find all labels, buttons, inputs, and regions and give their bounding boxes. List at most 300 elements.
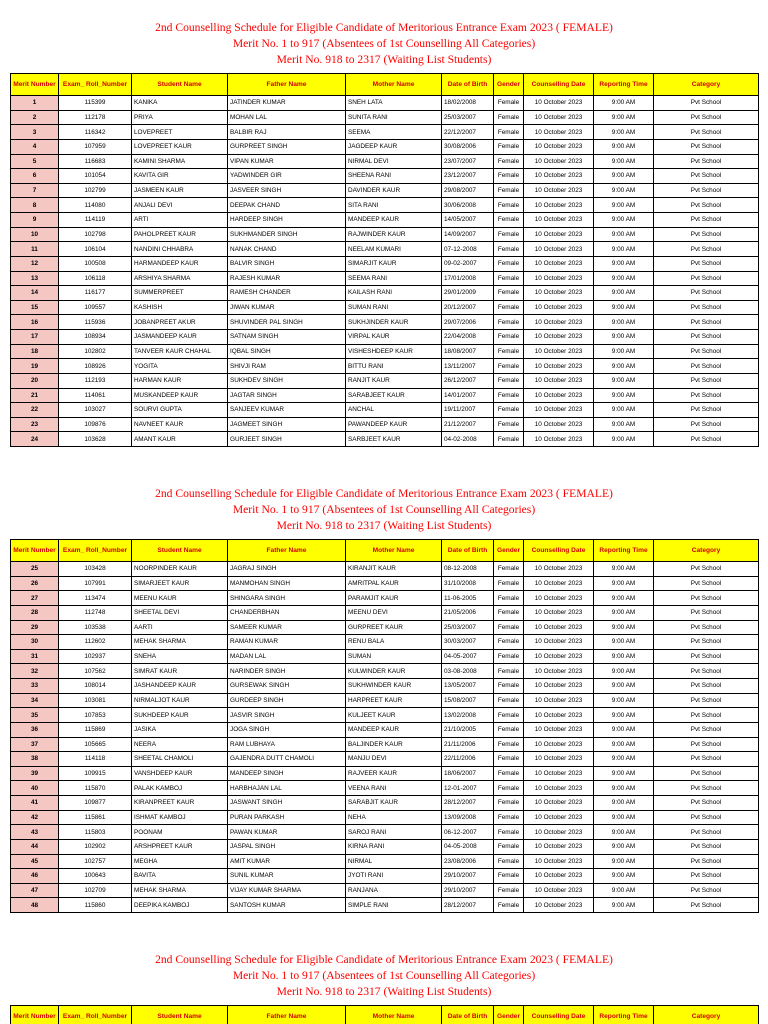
table-cell: 10 October 2023 (524, 213, 594, 228)
table-cell: Pvt School (654, 300, 759, 315)
table-cell: 45 (11, 854, 59, 869)
table-cell: 100643 (59, 869, 132, 884)
table-cell: 6 (11, 169, 59, 184)
table-cell: 116683 (59, 154, 132, 169)
table-cell: Pvt School (654, 869, 759, 884)
table-cell: 29 (11, 620, 59, 635)
table-cell: Pvt School (654, 417, 759, 432)
table-row (11, 854, 759, 869)
table-row (11, 796, 759, 811)
table-cell: SHINGARA SINGH (228, 591, 346, 606)
table-cell: 13/09/2008 (442, 810, 494, 825)
schedule-section (10, 486, 758, 913)
table-cell: AARTI (132, 620, 228, 635)
table-cell: Pvt School (654, 344, 759, 359)
table-row (11, 825, 759, 840)
table-cell: 10 October 2023 (524, 183, 594, 198)
table-cell: 4 (11, 139, 59, 154)
table-cell: GURJEET SINGH (228, 432, 346, 447)
table-cell: LOVEPREET (132, 125, 228, 140)
table-cell: ARSHPREET KAUR (132, 839, 228, 854)
table-cell: 26/12/2007 (442, 373, 494, 388)
column-header: Father Name (228, 74, 346, 96)
table-cell: 38 (11, 752, 59, 767)
table-cell: Pvt School (654, 664, 759, 679)
table-cell: 9:00 AM (594, 359, 654, 374)
table-cell: 12-01-2007 (442, 781, 494, 796)
table-cell: 10 October 2023 (524, 693, 594, 708)
table-cell: 9:00 AM (594, 373, 654, 388)
table-cell: AMIT KUMAR (228, 854, 346, 869)
table-cell: 48 (11, 898, 59, 913)
table-cell: 9:00 AM (594, 96, 654, 111)
table-cell: NIRMAL DEVI (346, 154, 442, 169)
table-cell: Female (494, 722, 524, 737)
table-cell: 112748 (59, 605, 132, 620)
table-row (11, 227, 759, 242)
table-cell: 22/11/2006 (442, 752, 494, 767)
table-cell: 10 October 2023 (524, 154, 594, 169)
table-cell: MEHAK SHARMA (132, 883, 228, 898)
table-cell: LOVEPREET KAUR (132, 139, 228, 154)
table-cell: GURPREET KAUR (346, 620, 442, 635)
table-row (11, 432, 759, 447)
table-row (11, 388, 759, 403)
table-cell: 41 (11, 796, 59, 811)
table-cell: Female (494, 183, 524, 198)
table-cell: 27 (11, 591, 59, 606)
table-cell: Female (494, 330, 524, 345)
table-row (11, 591, 759, 606)
table-cell: Pvt School (654, 635, 759, 650)
table-cell: 32 (11, 664, 59, 679)
table-cell: 10 October 2023 (524, 96, 594, 111)
table-cell: 9:00 AM (594, 752, 654, 767)
table-cell: GURSEWAK SINGH (228, 679, 346, 694)
table-cell: 103628 (59, 432, 132, 447)
table-cell: 10 October 2023 (524, 796, 594, 811)
column-header: Student Name (132, 1006, 228, 1024)
column-header: Merit Number (11, 1006, 59, 1024)
table-cell: SUMAN (346, 649, 442, 664)
schedule-section (10, 952, 758, 1024)
table-cell: 9:00 AM (594, 810, 654, 825)
table-cell: Female (494, 825, 524, 840)
table-row (11, 752, 759, 767)
table-cell: 10 October 2023 (524, 883, 594, 898)
table-cell: Female (494, 344, 524, 359)
table-cell: KAILASH RANI (346, 286, 442, 301)
table-cell: SAMEER KUMAR (228, 620, 346, 635)
table-cell: SARABJEET KAUR (346, 388, 442, 403)
table-cell: ARSHIYA SHARMA (132, 271, 228, 286)
table-cell: Pvt School (654, 403, 759, 418)
table-row (11, 96, 759, 111)
table-cell: PAWAN KUMAR (228, 825, 346, 840)
table-cell: 39 (11, 766, 59, 781)
table-cell: 102709 (59, 883, 132, 898)
table-cell: 10 October 2023 (524, 271, 594, 286)
table-cell: 12 (11, 256, 59, 271)
table-cell: 9:00 AM (594, 883, 654, 898)
table-cell: SAROJ RANI (346, 825, 442, 840)
table-cell: 11-06-2005 (442, 591, 494, 606)
table-row (11, 330, 759, 345)
table-cell: 9:00 AM (594, 664, 654, 679)
table-cell: 10 (11, 227, 59, 242)
table-cell: 20/12/2007 (442, 300, 494, 315)
table-row (11, 766, 759, 781)
table-row (11, 679, 759, 694)
table-cell: 29/10/2007 (442, 883, 494, 898)
table-cell: Female (494, 664, 524, 679)
table-cell: 108934 (59, 330, 132, 345)
table-cell: 109877 (59, 796, 132, 811)
table-cell: 10 October 2023 (524, 679, 594, 694)
column-header: Student Name (132, 74, 228, 96)
column-header: Father Name (228, 1006, 346, 1024)
table-cell: 9:00 AM (594, 839, 654, 854)
table-cell: 18/02/2008 (442, 96, 494, 111)
table-cell: 100508 (59, 256, 132, 271)
column-header: Gender (494, 540, 524, 562)
table-cell: Pvt School (654, 154, 759, 169)
table-cell: NAVNEET KAUR (132, 417, 228, 432)
table-cell: SUKHDEEP KAUR (132, 708, 228, 723)
table-cell: 9:00 AM (594, 125, 654, 140)
table-cell: HARBHAJAN LAL (228, 781, 346, 796)
table-cell: GAJENDRA DUTT CHAMOLI (228, 752, 346, 767)
column-header: Mother Name (346, 540, 442, 562)
table-cell: SNEH LATA (346, 96, 442, 111)
table-cell: 11 (11, 242, 59, 257)
table-cell: 10 October 2023 (524, 810, 594, 825)
table-cell: 114061 (59, 388, 132, 403)
table-cell: 9:00 AM (594, 183, 654, 198)
table-cell: KIRNA RANI (346, 839, 442, 854)
table-cell: 04-05-2007 (442, 649, 494, 664)
table-cell: 30/03/2007 (442, 635, 494, 650)
table-cell: MANDEEP KAUR (346, 213, 442, 228)
table-row (11, 649, 759, 664)
table-cell: PALAK KAMBOJ (132, 781, 228, 796)
table-cell: 10 October 2023 (524, 330, 594, 345)
table-cell: KULWINDER KAUR (346, 664, 442, 679)
table-cell: 31/10/2008 (442, 576, 494, 591)
table-cell: Female (494, 649, 524, 664)
table-cell: KAVITA GIR (132, 169, 228, 184)
table-cell: 18 (11, 344, 59, 359)
column-header: Gender (494, 1006, 524, 1024)
table-row (11, 883, 759, 898)
table-cell: 103428 (59, 562, 132, 577)
table-cell: Pvt School (654, 183, 759, 198)
table-cell: JOBANPREET AKUR (132, 315, 228, 330)
table-cell: Female (494, 898, 524, 913)
table-cell: BALVIR SINGH (228, 256, 346, 271)
table-cell: 23 (11, 417, 59, 432)
table-cell: 10 October 2023 (524, 125, 594, 140)
table-cell: 29/01/2009 (442, 286, 494, 301)
table-cell: 43 (11, 825, 59, 840)
table-cell: VANSHDEEP KAUR (132, 766, 228, 781)
table-cell: 9:00 AM (594, 139, 654, 154)
table-cell: PRIYA (132, 110, 228, 125)
column-header: Gender (494, 74, 524, 96)
table-cell: 10 October 2023 (524, 839, 594, 854)
table-header-row (11, 74, 759, 96)
table-row (11, 359, 759, 374)
table-cell: PAWANDEEP KAUR (346, 417, 442, 432)
table-cell: 35 (11, 708, 59, 723)
column-header: Counselling Date (524, 540, 594, 562)
table-cell: ANJALI DEVI (132, 198, 228, 213)
table-cell: 9:00 AM (594, 330, 654, 345)
table-cell: 10 October 2023 (524, 591, 594, 606)
table-cell: VIPAN KUMAR (228, 154, 346, 169)
table-cell: 116177 (59, 286, 132, 301)
table-cell: SHIVJI RAM (228, 359, 346, 374)
table-row (11, 417, 759, 432)
table-cell: VEENA RANI (346, 781, 442, 796)
table-cell: 13/02/2008 (442, 708, 494, 723)
table-cell: 31 (11, 649, 59, 664)
table-cell: 107991 (59, 576, 132, 591)
table-cell: RAJVEER KAUR (346, 766, 442, 781)
table-cell: 20 (11, 373, 59, 388)
heading-line: Merit No. 1 to 917 (Absentees of 1st Counselling All Categories) (232, 969, 536, 982)
table-cell: MEENU DEVI (346, 605, 442, 620)
table-cell: ISHMAT KAMBOJ (132, 810, 228, 825)
table-cell: Pvt School (654, 359, 759, 374)
table-cell: 19 (11, 359, 59, 374)
table-cell: 10 October 2023 (524, 198, 594, 213)
table-cell: 30/06/2008 (442, 198, 494, 213)
column-header: Counselling Date (524, 1006, 594, 1024)
table-cell: 21/12/2007 (442, 417, 494, 432)
table-cell: SHUVINDER PAL SINGH (228, 315, 346, 330)
table-cell: 9:00 AM (594, 825, 654, 840)
table-cell: ARTI (132, 213, 228, 228)
table-cell: KIRANPREET KAUR (132, 796, 228, 811)
table-cell: SHEENA RANI (346, 169, 442, 184)
table-cell: 115936 (59, 315, 132, 330)
table-cell: ANCHAL (346, 403, 442, 418)
column-header: Category (654, 540, 759, 562)
table-cell: Female (494, 591, 524, 606)
table-cell: 114118 (59, 752, 132, 767)
table-cell: 16 (11, 315, 59, 330)
column-header: Student Name (132, 540, 228, 562)
table-cell: 9:00 AM (594, 854, 654, 869)
table-cell: Pvt School (654, 839, 759, 854)
table-cell: 115869 (59, 722, 132, 737)
table-cell: 23/07/2007 (442, 154, 494, 169)
table-cell: VIJAY KUMAR SHARMA (228, 883, 346, 898)
column-header: Reporting Time (594, 1006, 654, 1024)
table-cell: NARINDER SINGH (228, 664, 346, 679)
column-header: Date of Birth (442, 1006, 494, 1024)
table-row (11, 183, 759, 198)
table-cell: 10 October 2023 (524, 562, 594, 577)
table-cell: 29/07/2006 (442, 315, 494, 330)
table-cell: BITTU RANI (346, 359, 442, 374)
table-cell: MEGHA (132, 854, 228, 869)
table-header-row (11, 540, 759, 562)
table-cell: Female (494, 839, 524, 854)
column-header: Mother Name (346, 1006, 442, 1024)
table-cell: 47 (11, 883, 59, 898)
table-cell: 10 October 2023 (524, 417, 594, 432)
column-header: Date of Birth (442, 74, 494, 96)
table-cell: 23/08/2006 (442, 854, 494, 869)
table-cell: Female (494, 286, 524, 301)
table-cell: 21/11/2006 (442, 737, 494, 752)
table-cell: 30/08/2006 (442, 139, 494, 154)
column-header: Merit Number (11, 540, 59, 562)
table-cell: BALBIR RAJ (228, 125, 346, 140)
table-cell: 109915 (59, 766, 132, 781)
table-cell: Female (494, 256, 524, 271)
table-cell: 102798 (59, 227, 132, 242)
table-cell: DEEPAK CHAND (228, 198, 346, 213)
table-cell: JOGA SINGH (228, 722, 346, 737)
table-cell: GURPREET SINGH (228, 139, 346, 154)
table-cell: SATNAM SINGH (228, 330, 346, 345)
table-cell: 10 October 2023 (524, 227, 594, 242)
heading-line: 2nd Counselling Schedule for Eligible Candidate of Meritorious Entrance Exam 2023 ( FEMALE) (155, 953, 613, 966)
table-cell: 9:00 AM (594, 432, 654, 447)
table-cell: Female (494, 605, 524, 620)
table-cell: VIRPAL KAUR (346, 330, 442, 345)
table-cell: 10 October 2023 (524, 737, 594, 752)
table-cell: Female (494, 110, 524, 125)
heading-line: Merit No. 918 to 2317 (Waiting List Students) (276, 53, 492, 66)
table-cell: Female (494, 737, 524, 752)
table-row (11, 620, 759, 635)
table-cell: 22/12/2007 (442, 125, 494, 140)
table-cell: TANVEER KAUR CHAHAL (132, 344, 228, 359)
table-cell: 102799 (59, 183, 132, 198)
table-cell: 9:00 AM (594, 766, 654, 781)
table-cell: 9:00 AM (594, 242, 654, 257)
table-cell: 9:00 AM (594, 649, 654, 664)
table-cell: Female (494, 403, 524, 418)
table-cell: 37 (11, 737, 59, 752)
table-cell: 115803 (59, 825, 132, 840)
table-cell: GURDEEP SINGH (228, 693, 346, 708)
table-cell: 42 (11, 810, 59, 825)
table-cell: Pvt School (654, 286, 759, 301)
table-cell: NANAK CHAND (228, 242, 346, 257)
table-cell: MEENU KAUR (132, 591, 228, 606)
table-cell: Pvt School (654, 796, 759, 811)
table-cell: Pvt School (654, 213, 759, 228)
table-row (11, 154, 759, 169)
table-cell: 10 October 2023 (524, 635, 594, 650)
table-cell: HARPREET KAUR (346, 693, 442, 708)
table-cell: Pvt School (654, 242, 759, 257)
table-cell: KANIKA (132, 96, 228, 111)
table-cell: Pvt School (654, 96, 759, 111)
table-cell: 9:00 AM (594, 403, 654, 418)
table-cell: 09-02-2007 (442, 256, 494, 271)
table-cell: VISHESHDEEP KAUR (346, 344, 442, 359)
table-cell: MUSKANDEEP KAUR (132, 388, 228, 403)
table-cell: 04-02-2008 (442, 432, 494, 447)
table-cell: 9:00 AM (594, 169, 654, 184)
table-cell: 10 October 2023 (524, 854, 594, 869)
table-cell: 21/05/2006 (442, 605, 494, 620)
table-cell: NIRMAL (346, 854, 442, 869)
table-row (11, 737, 759, 752)
table-cell: 9:00 AM (594, 591, 654, 606)
table-cell: 25/03/2007 (442, 110, 494, 125)
table-row (11, 664, 759, 679)
table-cell: AMRITPAL KAUR (346, 576, 442, 591)
table-cell: Female (494, 635, 524, 650)
table-cell: JASWANT SINGH (228, 796, 346, 811)
table-cell: 112602 (59, 635, 132, 650)
table-cell: SUKHDEV SINGH (228, 373, 346, 388)
table-cell: 101054 (59, 169, 132, 184)
table-cell: SUKHWINDER KAUR (346, 679, 442, 694)
table-cell: 115870 (59, 781, 132, 796)
table-row (11, 562, 759, 577)
table-cell: 102902 (59, 839, 132, 854)
column-header: Date of Birth (442, 540, 494, 562)
table-cell: HARMAN KAUR (132, 373, 228, 388)
table-cell: 9:00 AM (594, 388, 654, 403)
table-cell: 29/10/2007 (442, 869, 494, 884)
table-cell: Pvt School (654, 388, 759, 403)
table-cell: Pvt School (654, 679, 759, 694)
table-cell: Pvt School (654, 198, 759, 213)
table-cell: 10 October 2023 (524, 315, 594, 330)
table-cell: 5 (11, 154, 59, 169)
table-cell: SARABJIT KAUR (346, 796, 442, 811)
table-cell: 9:00 AM (594, 271, 654, 286)
table-cell: HARDEEP SINGH (228, 213, 346, 228)
table-cell: 9 (11, 213, 59, 228)
table-cell: 15/08/2007 (442, 693, 494, 708)
table-cell: Pvt School (654, 576, 759, 591)
table-cell: SUNIL KUMAR (228, 869, 346, 884)
table-cell: Pvt School (654, 330, 759, 345)
table-cell: 116342 (59, 125, 132, 140)
table-cell: AMANT KAUR (132, 432, 228, 447)
table-cell: Female (494, 300, 524, 315)
table-cell: 9:00 AM (594, 198, 654, 213)
table-cell: YOGITA (132, 359, 228, 374)
table-cell: Female (494, 315, 524, 330)
table-header-row (11, 1006, 759, 1024)
table-cell: JASPAL SINGH (228, 839, 346, 854)
table-cell: 9:00 AM (594, 227, 654, 242)
table-cell: JAGRAJ SINGH (228, 562, 346, 577)
table-cell: 46 (11, 869, 59, 884)
table-row (11, 344, 759, 359)
table-cell: 10 October 2023 (524, 605, 594, 620)
table-cell: RANJANA (346, 883, 442, 898)
table-cell: MANDEEP SINGH (228, 766, 346, 781)
table-cell: 04-05-2008 (442, 839, 494, 854)
table-cell: 36 (11, 722, 59, 737)
table-cell: 103027 (59, 403, 132, 418)
table-cell: 10 October 2023 (524, 649, 594, 664)
table-cell: 107959 (59, 139, 132, 154)
table-cell: Pvt School (654, 825, 759, 840)
